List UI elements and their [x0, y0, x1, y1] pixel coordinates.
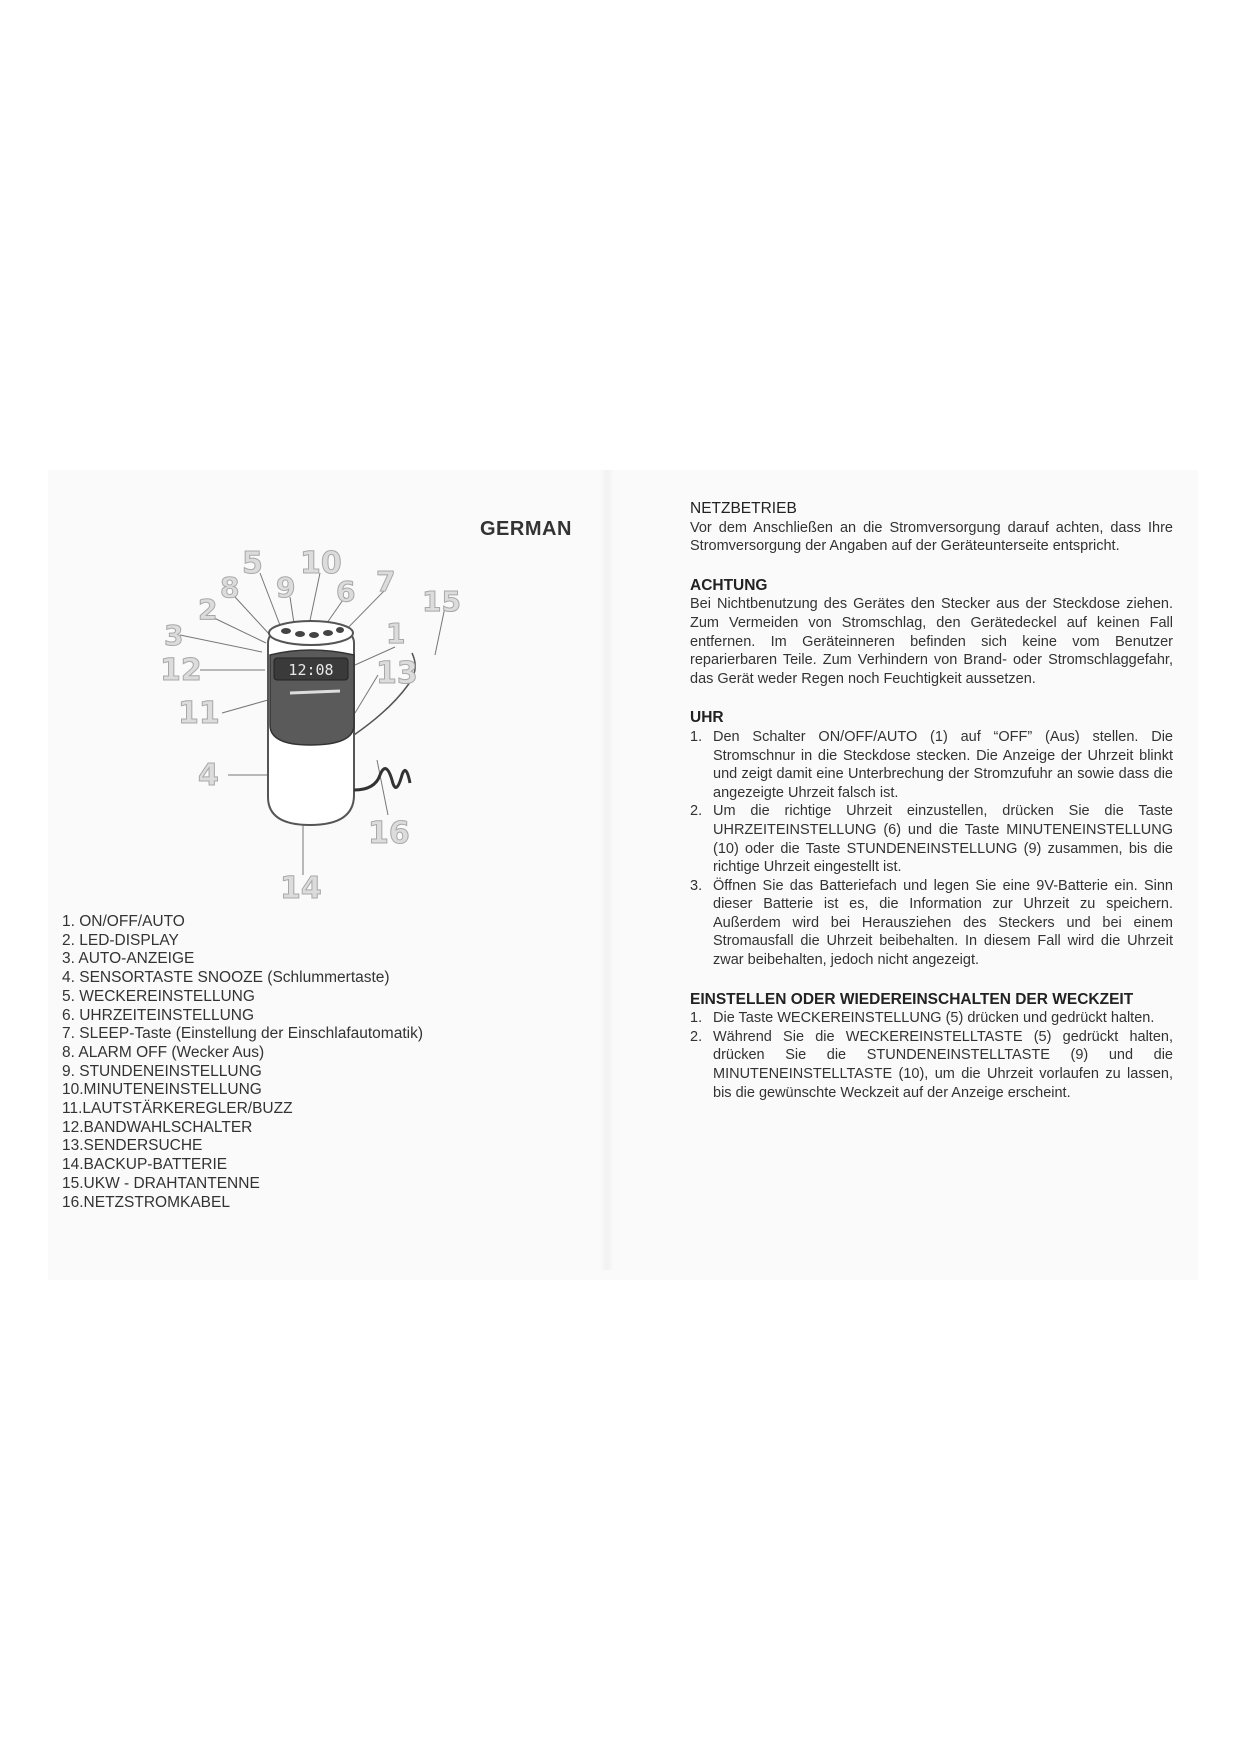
callout-10: 10 [300, 546, 342, 581]
callout-2: 2 [198, 593, 218, 626]
step-text: Während Sie die WECKEREINSTELLTASTE (5) gedrückt halten, drücken Sie die STUNDENEINSTELLTASTE (9) und die MINUTENEINSTELLTASTE (10), um die Uhrzeit vorlaufen zu lassen, bis die gewünschte Weckzeit auf der Anzeige erscheint. [713, 1028, 1173, 1101]
parts-list-item: 15.UKW - DRAHTANTENNE [62, 1174, 260, 1192]
callout-8: 8 [220, 571, 240, 604]
section-title: EINSTELLEN ODER WIEDEREINSCHALTEN DER WECKZEIT [690, 990, 1134, 1008]
instructions-column [690, 500, 1173, 1123]
callout-14: 14 [280, 871, 322, 906]
parts-list-item: 3. AUTO-ANZEIGE [62, 950, 195, 968]
step-number: 2. [690, 1028, 703, 1045]
parts-list-item: 1. ON/OFF/AUTO [62, 913, 185, 930]
step-number: 2. [690, 803, 703, 820]
parts-list [62, 913, 423, 1212]
parts-list-item: 11.LAUTSTÄRKEREGLER/BUZZ [62, 1100, 293, 1118]
callout-13: 13 [376, 656, 418, 691]
parts-list-item: 2. LED-DISPLAY [62, 931, 179, 949]
callout-6: 6 [336, 575, 356, 608]
section-text: Bei Nichtbenutzung des Gerätes den Stecker aus der Steckdose ziehen. Zum Vermeiden von Stromschlag, den Gerätedeckel auf keinen Fall entfernen. Im Geräteinneren befinden sich keine vom Benutzer reparierbaren Teile. Zum Verhindern von Brand- oder Stromschlaggefahr, das Gerät weder Regen noch Feuchtigkeit aussetzen. [690, 596, 1173, 687]
callout-15: 15 [422, 585, 461, 618]
callout-5: 5 [242, 546, 263, 581]
section-netzbetrieb [690, 500, 1173, 556]
callout-1: 1 [386, 617, 406, 650]
section-title: UHR [690, 709, 724, 727]
parts-list-item: 9. STUNDENEINSTELLUNG [62, 1062, 262, 1080]
language-label: GERMAN [480, 518, 572, 540]
step-list [690, 728, 1173, 970]
section-title: ACHTUNG [690, 576, 768, 594]
callout-12: 12 [160, 653, 202, 688]
parts-list-item: 14.BACKUP-BATTERIE [62, 1156, 228, 1174]
callout-16: 16 [368, 816, 410, 851]
step-number: 1. [690, 1010, 703, 1027]
callout-7: 7 [376, 565, 396, 598]
parts-list-item: 4. SENSORTASTE SNOOZE (Schlummertaste) [62, 969, 390, 987]
step-text: Den Schalter ON/OFF/AUTO (1) auf “OFF” (Aus) stellen. Die Stromschnur in die Steckdose stecken. Die Anzeige der Uhrzeit blinkt und zeigt damit eine Unterbrechung der Stromzufuhr an sowie dass die angezeigte Uhrzeit falsch ist. [713, 728, 1173, 801]
parts-list-item: 5. WECKEREINSTELLUNG [62, 987, 255, 1005]
clock-radio-diagram [140, 535, 480, 915]
parts-list-item: 12.BANDWAHLSCHALTER [62, 1118, 253, 1136]
page-fold [600, 470, 614, 1270]
section-uhr [690, 709, 1173, 969]
parts-list-item: 10.MINUTENEINSTELLUNG [62, 1081, 262, 1099]
section-text: Vor dem Anschließen an die Stromversorgung darauf achten, dass Ihre Stromversorgung der Angaben auf der Geräteunterseite entspricht. [690, 519, 1173, 555]
step-number: 3. [690, 877, 703, 894]
step-item [690, 802, 1173, 876]
callout-9: 9 [276, 571, 296, 604]
step-item [690, 877, 1173, 970]
section-weckzeit [690, 991, 1173, 1103]
step-list [690, 1009, 1173, 1102]
parts-list-item: 7. SLEEP-Taste (Einstellung der Einschlafautomatik) [62, 1025, 423, 1043]
clock-radio-device [268, 621, 415, 825]
callout-11: 11 [178, 696, 220, 731]
parts-list-item: 6. UHRZEITEINSTELLUNG [62, 1006, 255, 1024]
parts-list-item: 16.NETZSTROMKABEL [62, 1193, 230, 1211]
callout-3: 3 [164, 619, 184, 652]
section-title: NETZBETRIEB [690, 500, 797, 517]
step-item [690, 1009, 1173, 1028]
step-number: 1. [690, 728, 703, 745]
step-item [690, 1028, 1173, 1102]
step-text: Die Taste WECKEREINSTELLUNG (5) drücken und gedrückt halten. [713, 1010, 1155, 1027]
step-item [690, 728, 1173, 802]
callout-4: 4 [198, 758, 219, 793]
section-achtung [690, 577, 1173, 689]
step-text: Öffnen Sie das Batteriefach und legen Sie eine 9V-Batterie ein. Sinn dieser Batterie ist es, die Information zur Uhrzeit zu speichern. Außerdem wird bei Herausziehen des Steckers und bei einem Stromausfall die Uhrzeit beibehalten. In diesem Fall wird die Uhrzeit zwar beibehalten, jedoch nicht angezeigt. [713, 877, 1173, 969]
parts-list-item: 8. ALARM OFF (Wecker Aus) [62, 1043, 265, 1061]
parts-list-item: 13.SENDERSUCHE [62, 1137, 203, 1155]
display-time: 12:08 [288, 661, 334, 679]
step-text: Um die richtige Uhrzeit einzustellen, drücken Sie die Taste UHRZEITEINSTELLUNG (6) und die Taste MINUTENEINSTELLUNG (10) oder die Taste STUNDENEINSTELLUNG (9) zusammen, bis die richtige Uhrzeit eingestellt ist. [713, 803, 1173, 876]
